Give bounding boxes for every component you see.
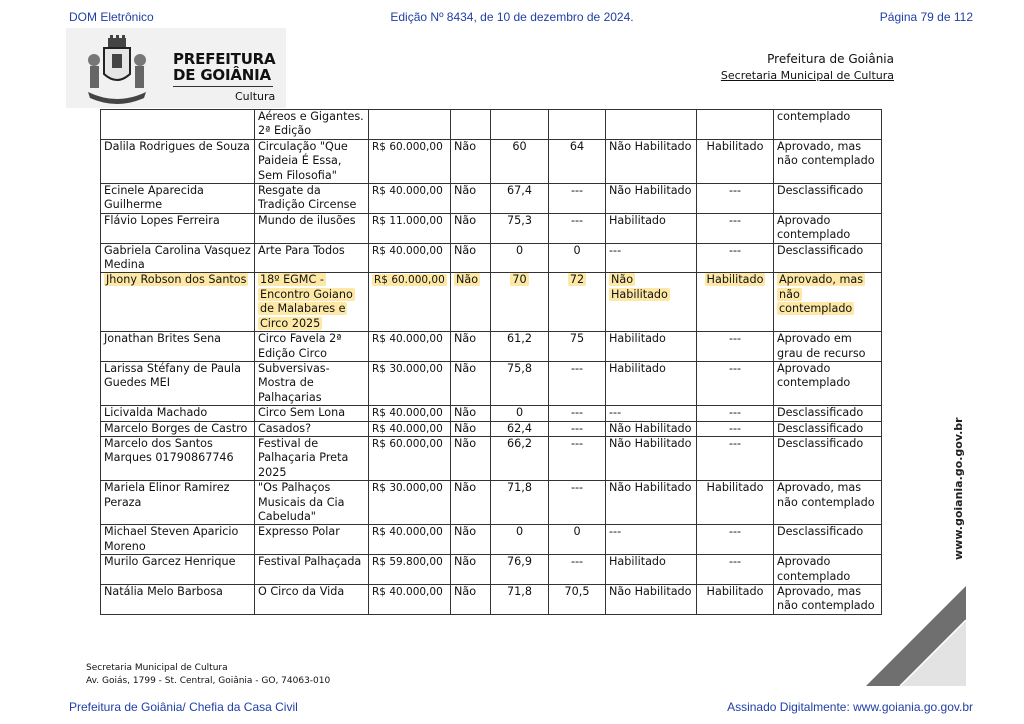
score-appeal-cell: --- bbox=[549, 361, 606, 405]
col4-cell: Não bbox=[451, 585, 491, 615]
logo-title-line1: PREFEITURA bbox=[173, 50, 276, 68]
proponent-cell: Flávio Lopes Ferreira bbox=[101, 213, 255, 243]
footer-right: Assinado Digitalmente: www.goiania.go.gov.br bbox=[727, 700, 973, 714]
value-cell: R$ 40.000,00 bbox=[369, 243, 451, 273]
table-row bbox=[101, 525, 882, 555]
score-cell: 67,4 bbox=[491, 184, 549, 214]
logo-divider bbox=[173, 86, 273, 87]
value-cell bbox=[369, 110, 451, 140]
habilitation-cell: --- bbox=[606, 525, 697, 555]
score-cell: 0 bbox=[491, 243, 549, 273]
habilitation-appeal-cell: --- bbox=[697, 332, 774, 362]
col4-cell: Não bbox=[451, 555, 491, 585]
score-appeal-cell: 70,5 bbox=[549, 585, 606, 615]
highlighted-text: Habilitado bbox=[706, 273, 764, 287]
score-cell: 61,2 bbox=[491, 332, 549, 362]
habilitation-appeal-cell: --- bbox=[697, 421, 774, 436]
habilitation-appeal-cell: --- bbox=[697, 213, 774, 243]
score-cell: 76,9 bbox=[491, 555, 549, 585]
habilitation-cell: Habilitado bbox=[606, 361, 697, 405]
result-cell: Desclassificado bbox=[774, 243, 882, 273]
proponent-cell: Murilo Garcez Henrique bbox=[101, 555, 255, 585]
result-cell: Aprovado, mas não contemplado bbox=[774, 481, 882, 525]
highlighted-text: 70 bbox=[512, 273, 527, 287]
result-cell: Aprovado contemplado bbox=[774, 361, 882, 405]
score-cell: 0 bbox=[491, 525, 549, 555]
result-cell bbox=[774, 273, 882, 332]
score-appeal-cell: --- bbox=[549, 436, 606, 480]
result-cell: Desclassificado bbox=[774, 406, 882, 421]
score-appeal-cell bbox=[549, 110, 606, 140]
proponent-cell: Larissa Stéfany de Paula Guedes MEI bbox=[101, 361, 255, 405]
col4-cell: Não bbox=[451, 406, 491, 421]
habilitation-cell bbox=[606, 273, 697, 332]
value-cell: R$ 40.000,00 bbox=[369, 525, 451, 555]
value-cell: R$ 40.000,00 bbox=[369, 421, 451, 436]
project-cell: Mundo de ilusões bbox=[255, 213, 369, 243]
proponent-cell: Gabriela Carolina Vasquez Medina bbox=[101, 243, 255, 273]
project-cell: "Os Palhaços Musicais da Cia Cabeluda" bbox=[255, 481, 369, 525]
proponent-cell: Marcelo dos Santos Marques 01790867746 bbox=[101, 436, 255, 480]
table-row bbox=[101, 139, 882, 183]
col4-cell: Não bbox=[451, 361, 491, 405]
footer-left: Prefeitura de Goiânia/ Chefia da Casa Civil bbox=[69, 700, 298, 714]
score-appeal-cell: 0 bbox=[549, 525, 606, 555]
habilitation-cell: --- bbox=[606, 406, 697, 421]
result-cell: Aprovado em grau de recurso bbox=[774, 332, 882, 362]
score-appeal-cell: --- bbox=[549, 481, 606, 525]
table-row bbox=[101, 406, 882, 421]
score-cell: 75,8 bbox=[491, 361, 549, 405]
header-right bbox=[721, 52, 894, 82]
project-cell: Circulação "Que Paideia É Essa, Sem Filosofia" bbox=[255, 139, 369, 183]
value-cell: R$ 60.000,00 bbox=[369, 436, 451, 480]
col4-cell: Não bbox=[451, 421, 491, 436]
col4-cell: Não bbox=[451, 332, 491, 362]
result-cell: contemplado bbox=[774, 110, 882, 140]
score-appeal-cell: --- bbox=[549, 213, 606, 243]
address-block bbox=[86, 662, 330, 688]
col4-cell: Não bbox=[451, 213, 491, 243]
col4-cell: Não bbox=[451, 184, 491, 214]
habilitation-cell: Não Habilitado bbox=[606, 436, 697, 480]
side-website: www.goiania.go.gov.br bbox=[952, 417, 965, 560]
col4-cell bbox=[451, 110, 491, 140]
score-appeal-cell: 75 bbox=[549, 332, 606, 362]
col4-cell: Não bbox=[451, 481, 491, 525]
result-cell: Aprovado, mas não contemplado bbox=[774, 139, 882, 183]
table-row bbox=[101, 213, 882, 243]
score-cell: 66,2 bbox=[491, 436, 549, 480]
habilitation-cell: Não Habilitado bbox=[606, 139, 697, 183]
table-row bbox=[101, 273, 882, 332]
logo-subtitle: Cultura bbox=[235, 90, 276, 103]
habilitation-appeal-cell: --- bbox=[697, 555, 774, 585]
habilitation-appeal-cell bbox=[697, 273, 774, 332]
table-body bbox=[101, 110, 882, 615]
habilitation-appeal-cell: --- bbox=[697, 436, 774, 480]
project-cell: Circo Sem Lona bbox=[255, 406, 369, 421]
proponent-cell bbox=[101, 273, 255, 332]
value-cell: R$ 11.000,00 bbox=[369, 213, 451, 243]
proponent-cell: Ecinele Aparecida Guilherme bbox=[101, 184, 255, 214]
value-cell: R$ 40.000,00 bbox=[369, 184, 451, 214]
habilitation-appeal-cell: Habilitado bbox=[697, 139, 774, 183]
habilitation-appeal-cell: Habilitado bbox=[697, 481, 774, 525]
project-cell: Festival de Palhaçaria Preta 2025 bbox=[255, 436, 369, 480]
highlighted-text: Não Habilitado bbox=[611, 273, 668, 301]
table-row bbox=[101, 421, 882, 436]
value-cell bbox=[369, 273, 451, 332]
habilitation-appeal-cell: --- bbox=[697, 243, 774, 273]
habilitation-cell: Habilitado bbox=[606, 555, 697, 585]
col4-cell: Não bbox=[451, 243, 491, 273]
col4-cell: Não bbox=[451, 525, 491, 555]
project-cell: Arte Para Todos bbox=[255, 243, 369, 273]
table-row bbox=[101, 332, 882, 362]
value-cell: R$ 60.000,00 bbox=[369, 139, 451, 183]
header-org: Prefeitura de Goiânia bbox=[767, 52, 894, 66]
value-cell: R$ 30.000,00 bbox=[369, 361, 451, 405]
habilitation-appeal-cell: --- bbox=[697, 184, 774, 214]
prefeitura-logo bbox=[66, 28, 286, 108]
value-cell: R$ 40.000,00 bbox=[369, 585, 451, 615]
score-appeal-cell: --- bbox=[549, 555, 606, 585]
table-row bbox=[101, 481, 882, 525]
value-cell: R$ 40.000,00 bbox=[369, 406, 451, 421]
result-cell: Desclassificado bbox=[774, 421, 882, 436]
score-cell: 0 bbox=[491, 406, 549, 421]
proponent-cell: Natália Melo Barbosa bbox=[101, 585, 255, 615]
project-cell: Aéreos e Gigantes. 2ª Edição bbox=[255, 110, 369, 140]
habilitation-cell: Não Habilitado bbox=[606, 481, 697, 525]
project-cell bbox=[255, 273, 369, 332]
project-cell: Circo Favela 2ª Edição Circo bbox=[255, 332, 369, 362]
proponent-cell: Marcelo Borges de Castro bbox=[101, 421, 255, 436]
table-row bbox=[101, 555, 882, 585]
value-cell: R$ 30.000,00 bbox=[369, 481, 451, 525]
habilitation-appeal-cell: --- bbox=[697, 361, 774, 405]
habilitation-cell: Habilitado bbox=[606, 213, 697, 243]
project-cell: Festival Palhaçada bbox=[255, 555, 369, 585]
results-table bbox=[100, 109, 882, 615]
score-appeal-cell: --- bbox=[549, 184, 606, 214]
score-appeal-cell: --- bbox=[549, 406, 606, 421]
habilitation-appeal-cell bbox=[697, 110, 774, 140]
result-cell: Aprovado, mas não contemplado bbox=[774, 585, 882, 615]
result-cell: Aprovado contemplado bbox=[774, 213, 882, 243]
col4-cell bbox=[451, 273, 491, 332]
col4-cell: Não bbox=[451, 436, 491, 480]
score-cell: 71,8 bbox=[491, 585, 549, 615]
publication-name: DOM Eletrônico bbox=[69, 10, 154, 24]
habilitation-cell: Habilitado bbox=[606, 332, 697, 362]
proponent-cell: Jonathan Brites Sena bbox=[101, 332, 255, 362]
result-cell: Aprovado contemplado bbox=[774, 555, 882, 585]
table-row bbox=[101, 184, 882, 214]
habilitation-appeal-cell: --- bbox=[697, 406, 774, 421]
edition-label: Edição Nº 8434, de 10 de dezembro de 2024. bbox=[390, 10, 634, 24]
highlighted-text: Não bbox=[456, 273, 479, 287]
score-appeal-cell: 64 bbox=[549, 139, 606, 183]
col4-cell: Não bbox=[451, 139, 491, 183]
proponent-cell: Licivalda Machado bbox=[101, 406, 255, 421]
table-row bbox=[101, 361, 882, 405]
score-appeal-cell bbox=[549, 273, 606, 332]
score-appeal-cell: --- bbox=[549, 421, 606, 436]
habilitation-appeal-cell: --- bbox=[697, 525, 774, 555]
habilitation-cell: Não Habilitado bbox=[606, 184, 697, 214]
proponent-cell: Mariela Elinor Ramirez Peraza bbox=[101, 481, 255, 525]
project-cell: Resgate da Tradição Circense bbox=[255, 184, 369, 214]
value-cell: R$ 40.000,00 bbox=[369, 332, 451, 362]
result-cell: Desclassificado bbox=[774, 525, 882, 555]
highlighted-text: R$ 60.000,00 bbox=[374, 274, 445, 287]
address-line-2: Av. Goiás, 1799 - St. Central, Goiânia - GO, 74063-010 bbox=[86, 676, 331, 686]
score-cell bbox=[491, 110, 549, 140]
highlighted-text: Jhony Robson dos Santos bbox=[106, 273, 247, 287]
table-row bbox=[101, 585, 882, 615]
project-cell: Casados? bbox=[255, 421, 369, 436]
score-cell bbox=[491, 273, 549, 332]
score-cell: 60 bbox=[491, 139, 549, 183]
proponent-cell bbox=[101, 110, 255, 140]
habilitation-cell: Não Habilitado bbox=[606, 585, 697, 615]
page-number: Página 79 de 112 bbox=[879, 10, 973, 24]
value-cell: R$ 59.800,00 bbox=[369, 555, 451, 585]
top-bar bbox=[0, 0, 1024, 30]
highlighted-text: 72 bbox=[569, 273, 585, 287]
project-cell: Subversivas-Mostra de Palhaçarias bbox=[255, 361, 369, 405]
corner-decoration bbox=[866, 586, 966, 686]
proponent-cell: Michael Steven Aparicio Moreno bbox=[101, 525, 255, 555]
logo-title-line2: DE GOIÂNIA bbox=[173, 66, 271, 84]
coat-of-arms-icon bbox=[82, 34, 152, 106]
project-cell: Expresso Polar bbox=[255, 525, 369, 555]
result-cell: Desclassificado bbox=[774, 436, 882, 480]
table-row bbox=[101, 110, 882, 140]
table-row bbox=[101, 243, 882, 273]
proponent-cell: Dalila Rodrigues de Souza bbox=[101, 139, 255, 183]
result-cell: Desclassificado bbox=[774, 184, 882, 214]
header-department: Secretaria Municipal de Cultura bbox=[720, 69, 894, 82]
project-cell: O Circo da Vida bbox=[255, 585, 369, 615]
habilitation-cell: Não Habilitado bbox=[606, 421, 697, 436]
highlighted-text: 18º EGMC - Encontro Goiano de Malabares e Circo 2025 bbox=[260, 273, 353, 330]
score-cell: 62,4 bbox=[491, 421, 549, 436]
highlighted-text: Aprovado, mas não contemplado bbox=[779, 273, 864, 316]
habilitation-appeal-cell: Habilitado bbox=[697, 585, 774, 615]
habilitation-cell: --- bbox=[606, 243, 697, 273]
score-appeal-cell: 0 bbox=[549, 243, 606, 273]
habilitation-cell bbox=[606, 110, 697, 140]
address-line-1: Secretaria Municipal de Cultura bbox=[86, 663, 228, 673]
score-cell: 75,3 bbox=[491, 213, 549, 243]
score-cell: 71,8 bbox=[491, 481, 549, 525]
table-row bbox=[101, 436, 882, 480]
